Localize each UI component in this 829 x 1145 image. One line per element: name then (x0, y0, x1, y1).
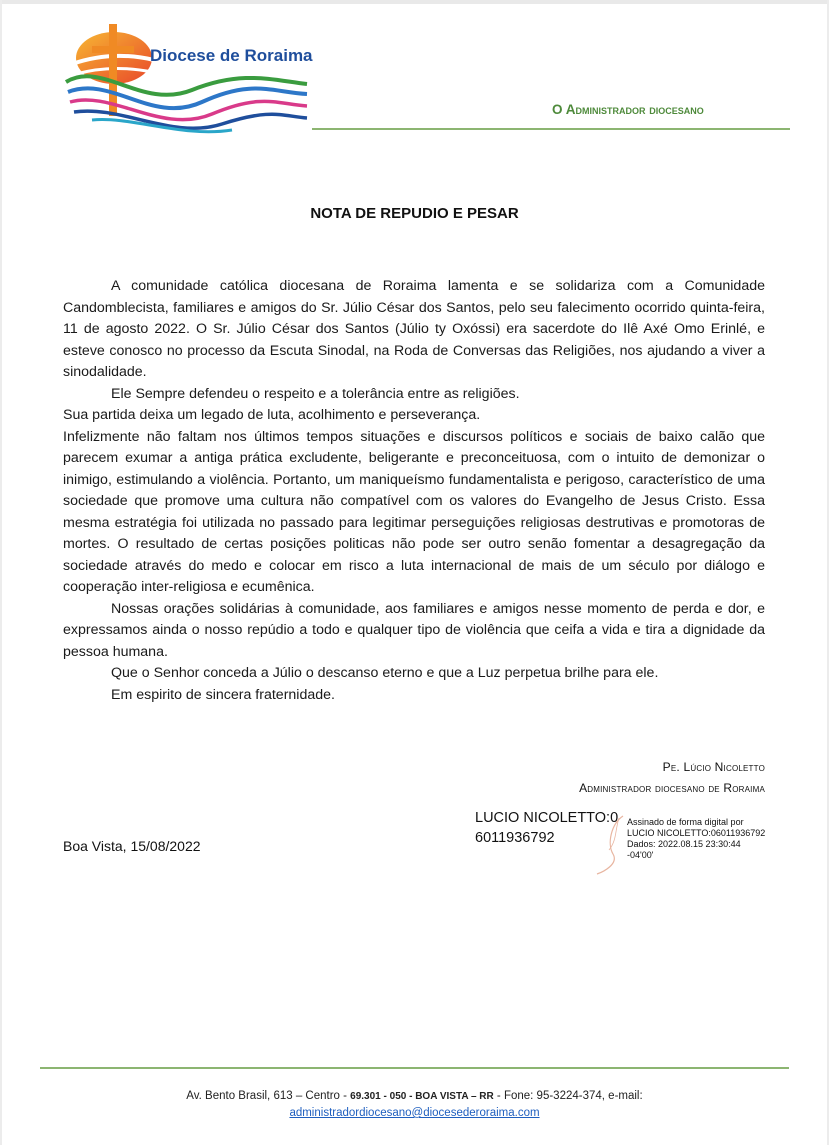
paragraph-3: Sua partida deixa um legado de luta, acolhimento e perseverança. (63, 407, 481, 423)
digital-signature-details (627, 817, 777, 861)
digital-signature (475, 808, 775, 878)
logo-emblem-icon (62, 20, 322, 140)
footer (0, 1088, 829, 1122)
paragraph-6: Que o Senhor conceda a Júlio o descanso eterno e que a Luz perpetua brilhe para ele. (111, 665, 659, 681)
paragraph-2: Ele Sempre defendeu o respeito e a tolerância entre as religiões. (111, 385, 520, 402)
document-body (63, 276, 765, 706)
sig-detail-line-4: -04'00' (627, 850, 654, 860)
signer-title: Administrador diocesano de Roraima (579, 781, 765, 795)
page-top-edge (0, 0, 829, 4)
footer-address-prefix: Av. Bento Brasil, 613 – Centro - (186, 1090, 351, 1102)
sig-detail-line-3: Dados: 2022.08.15 23:30:44 (627, 839, 741, 849)
header-divider (312, 128, 790, 130)
document-title: NOTA DE REPUDIO E PESAR (310, 205, 519, 222)
sig-detail-line-2: LUCIO NICOLETTO:06011936792 (627, 828, 766, 838)
paragraph-7: Em espirito de sincera fraternidade. (111, 686, 335, 703)
footer-address (0, 1088, 829, 1105)
place-date: Boa Vista, 15/08/2022 (63, 838, 201, 854)
paragraph-1: A comunidade católica diocesana de Roraima lamenta e se solidariza com a Comunidade Candomblecista, familiares e amigos do Sr. Júlio César dos Santos, pelo seu falecimento ocorrido quinta-feira, 11 de agosto 2022. O Sr. Júlio César dos Santos (Júlio ty Oxóssi) era sacerdote do Ilê Axé Omo Erinlé, e esteve conosco no processo da Escuta Sinodal, na Roda de Conversas das Religiões, nos ajudando a viver a sinodalidade. (63, 278, 765, 380)
footer-address-bold: 69.301 - 050 - BOA VISTA – RR (350, 1091, 494, 1102)
footer-address-suffix: - Fone: 95-3224-374, e-mail: (493, 1090, 643, 1102)
footer-email-link[interactable]: administradordiocesano@diocesederoraima.com (289, 1107, 540, 1119)
signer-name: Pe. Lúcio Nicoletto (662, 760, 765, 774)
paragraph-4: Infelizmente não faltam nos últimos tempos situações e discursos políticos e sociais de baixo calão que parecem exumar a antiga prática excludente, beligerante e preconceituosa, com o intuito de demonizar o inimigo, estimulando a violência. Portanto, um maniqueísmo fundamentalista e perigoso, característico de uma sociedade que promove uma cultura não compatível com os valores do Evangelho de Jesus Cristo. Essa mesma estratégia foi utilizada no passado para legitimar perseguições religiosas destrutivas e promotoras de mortes. O resultado de certas posições politicas não pode ser outro senão fomentar a desagregação da sociedade através do medo e colocar em risco a luta internacional de mais de um século por diálogo e cooperação inter-religiosa e ecumênica. (63, 428, 765, 595)
footer-divider (40, 1067, 789, 1069)
digital-signature-name: LUCIO NICOLETTO:06011936792 (475, 810, 619, 846)
sig-detail-line-1: Assinado de forma digital por (627, 817, 744, 827)
header-admin-label: O Administrador diocesano (552, 102, 704, 117)
paragraph-5: Nossas orações solidárias à comunidade, aos familiares e amigos nesse momento de perda e dor, e expressamos ainda o nosso repúdio a todo e qualquer tipo de violência que ceifa a vida e tira a dignidade da pessoa humana. (63, 600, 765, 660)
logo-name: Diocese de Roraima (150, 46, 313, 65)
diocese-logo (62, 20, 322, 140)
page-left-edge (0, 0, 2, 1145)
